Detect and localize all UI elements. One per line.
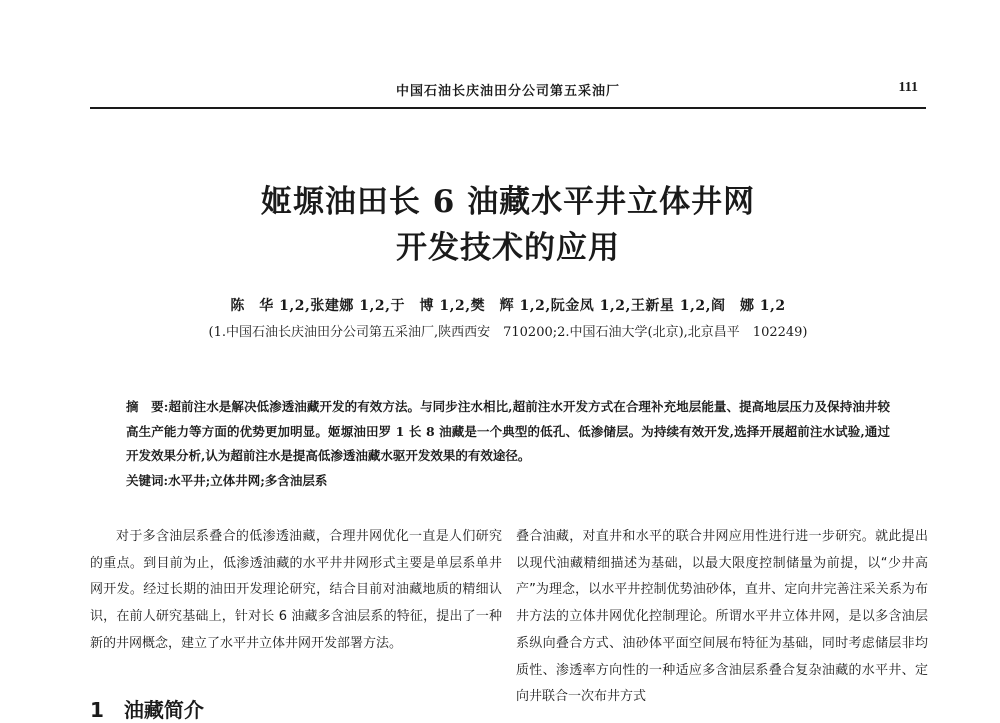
author-list: 陈 华 1,2,张建娜 1,2,于 博 1,2,樊 辉 1,2,阮金凤 1,2,王新星 1,2,阎 娜 1,2 (230, 298, 786, 314)
body-paragraph: 对于多含油层系叠合的低渗透油藏，合理井网优化一直是人们研究的重点。到目前为止，低渗透油藏的水平井井网形式主要是单层系单井网开发。经过长期的油田开发理论研究，结合目前对油藏地质的精细认识，在前人研究基础上，针对长 6 油藏多含油层系的特征，提出了一种新的井网概念，建立了水平井立体井网开发部署方法。 (90, 529, 502, 651)
journal-organization: 中国石油长庆油田分公司第五采油厂 (395, 84, 620, 99)
abstract-label: 摘 要: (126, 399, 169, 414)
body-paragraph-continued-text: 叠合油藏，对直井和水平的联合井网应用性进行进一步研究。就此提出以现代油藏精细描述为基础，以最大限度控制储量为前提，以“少井高产”为理念，以水平井控制优势油砂体，直井、定向井完善注采关系为布井方法的立体井网优化控制理论。 (516, 529, 928, 625)
paper-title-line-1: 姬塬油田长 6 油藏水平井立体井网 (260, 184, 756, 220)
affiliation: (1.中国石油长庆油田分公司第五采油厂,陕西西安 710200;2.中国石油大学(北京),北京昌平 102249) (208, 325, 808, 340)
header-rule (90, 107, 926, 109)
paper-title-line-2: 开发技术的应用 (396, 230, 620, 266)
keywords-label: 关键词: (126, 473, 169, 488)
body-paragraph-text: 所谓水平井立体井网，是以多含油层系纵向叠合方式、油砂体平面空间展布特征为基础，同时考虑储层非均质性、渗透率方向性的一种适应多含油层系叠合复杂油藏的水平井、定向井联合一次布井方式 (516, 609, 928, 705)
running-head (90, 80, 926, 102)
abstract (126, 395, 890, 469)
keywords (126, 469, 890, 493)
abstract-text: 超前注水是解决低渗透油藏开发的有效方法。与同步注水相比,超前注水开发方式在合理补充地层能量、提高地层压力及保持油井较高生产能力等方面的优势更加明显。姬塬油田罗 1 长 8 油藏是一个典型的低孔、低渗储层。为持续有效开发,选择开展超前注水试验,通过开发效果分析,认为超前注水是提高低渗透油藏水驱开发效果的有效途径。 (126, 399, 890, 463)
body-paragraph-continued (516, 524, 928, 711)
section-heading: 1 油藏简介 (90, 698, 204, 722)
body-column-left (90, 524, 502, 658)
page-number: 111 (898, 80, 918, 95)
keywords-text: 水平井;立体井网;多含油层系 (168, 473, 328, 488)
body-column-right (516, 524, 928, 711)
